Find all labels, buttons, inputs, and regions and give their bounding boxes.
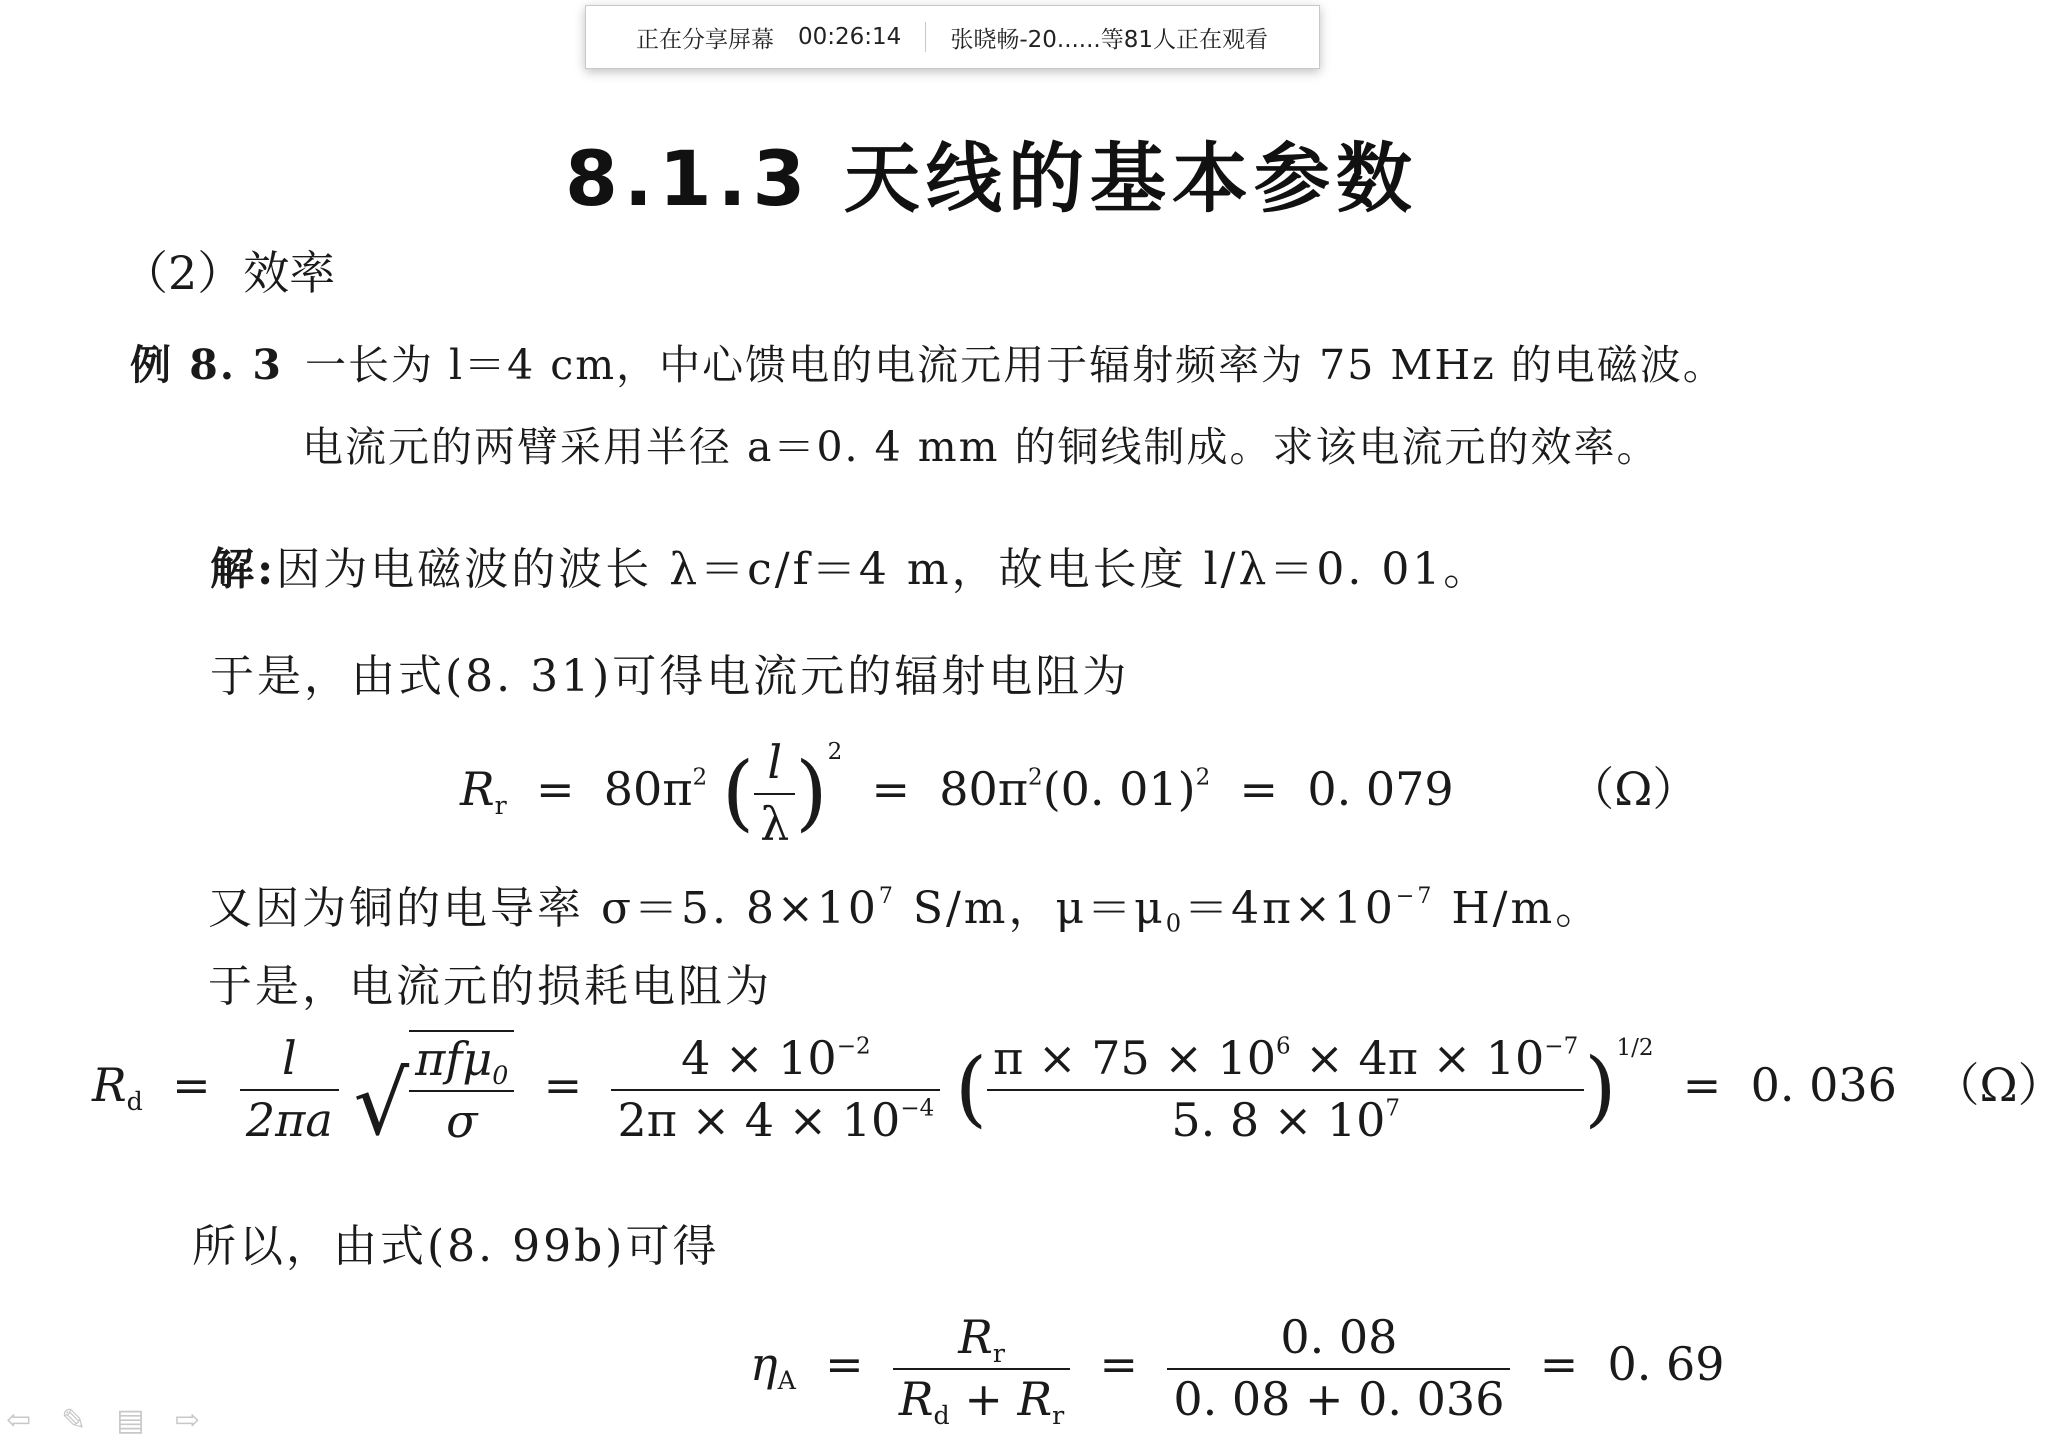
eq-rd-frac3-den: 5. 8 × 10 — [1171, 1093, 1386, 1147]
eq-eta-frac1-den-a: R — [898, 1372, 934, 1426]
eq-rr-unit: （Ω） — [1568, 762, 1699, 816]
rd-intro: 于是，电流元的损耗电阻为 — [208, 961, 772, 1012]
share-divider — [925, 22, 926, 52]
eq-rd-frac2-den: 2π × 4 × 10 — [617, 1093, 901, 1147]
solution-line — [210, 533, 1490, 597]
eq-rd-sqrt-num-sub: 0 — [492, 1060, 509, 1090]
eq-eta-frac1 — [893, 1310, 1070, 1430]
next-arrow-icon[interactable]: ⇨ — [174, 1402, 200, 1438]
eq-rd-unit: （Ω） — [1933, 1058, 2064, 1112]
eq-eta-result: 0. 69 — [1607, 1337, 1725, 1391]
eq-rd-frac3-den-exp: 7 — [1385, 1095, 1401, 1122]
eq-rd-frac2-num: 4 × 10 — [681, 1031, 837, 1085]
eq-eta-frac1-den-a-sub: d — [933, 1400, 950, 1430]
share-timer: 00:26:14 — [798, 24, 902, 50]
eq-rr-lhs-sub: r — [494, 790, 507, 820]
eq-eta-frac2-den: 0. 08 + 0. 036 — [1173, 1372, 1505, 1426]
eq-rd-outer-pow: 1/2 — [1616, 1035, 1654, 1061]
eq-rr-rparen: ) — [795, 743, 828, 841]
eq-eta-lhs-sub: A — [777, 1365, 796, 1395]
eq-rd-frac3-num-exp: 6 — [1276, 1033, 1291, 1060]
eta-intro: 所以，由式(8. 99b)可得 — [192, 1221, 720, 1272]
screen-share-banner — [585, 5, 1320, 69]
mu-sub: 0 — [1165, 909, 1185, 938]
eq-rd-frac3-num-b: × 4π × 10 — [1290, 1031, 1545, 1085]
eq-eta-frac1-den-op: + — [949, 1372, 1018, 1426]
eq-rr-middle-pow: 2 — [1028, 764, 1043, 791]
eq-eta-frac1-num: R — [958, 1310, 993, 1364]
eq-eta-frac1-den-b: R — [1017, 1372, 1053, 1426]
eq-rd-lhs-sub: d — [126, 1086, 143, 1116]
eq-rd-frac3-num-exp2: −7 — [1544, 1033, 1579, 1060]
eq-rr-lparen: ( — [721, 743, 755, 841]
eq-rd-frac3 — [987, 1031, 1584, 1147]
solution-label: 解: — [210, 544, 277, 595]
conductivity-line — [208, 872, 1602, 936]
eq-eta-frac2-num: 0. 08 — [1167, 1310, 1510, 1370]
eq-rd-frac2 — [611, 1031, 940, 1147]
eq-rr-den: λ — [760, 797, 790, 851]
eq-eta-frac2 — [1167, 1310, 1510, 1426]
eq-rd-frac2-den-exp: −4 — [900, 1095, 935, 1122]
eq-eta-equals-2: = — [1099, 1337, 1139, 1391]
pen-icon[interactable]: ✎ — [61, 1402, 87, 1438]
sigma-text: 又因为铜的电导率 σ＝5. 8×10 — [208, 883, 879, 934]
eq-rd-sqrt-den: σ — [446, 1094, 478, 1148]
slide-title: 8.1.3 天线的基本参数 — [565, 134, 1418, 223]
eq-rd-frac1-den: 2πa — [245, 1093, 333, 1147]
mu0-text: ＝4π×10 — [1184, 883, 1396, 934]
eq-rd-sqrt-frac — [409, 1032, 514, 1148]
example-line-2: 电流元的两臂采用半径 a＝0. 4 mm 的铜线制成。求该电流元的效率。 — [302, 423, 1660, 471]
eq-rr-middle-val: (0. 01) — [1042, 762, 1196, 816]
mu-exp: −7 — [1395, 884, 1435, 910]
eq-rd-frac3-num: π × 75 × 10 — [993, 1031, 1277, 1085]
solution-text: 因为电磁波的波长 λ＝c/f＝4 m，故电长度 l/λ＝0. 01。 — [276, 544, 1491, 595]
eq-rr-equals-3: = — [1239, 762, 1279, 816]
eq-rd-equals-2: = — [543, 1058, 583, 1112]
equation-efficiency — [750, 1310, 1725, 1430]
eq-rr-middle-pow2: 2 — [1195, 764, 1211, 791]
eq-rr-coef-pow: 2 — [692, 764, 708, 791]
mu-text: S/m，μ＝μ — [895, 883, 1166, 934]
equation-loss-resistance — [92, 1030, 2064, 1155]
eq-rr-equals: = — [535, 762, 575, 816]
eq-rr-coef: 80π — [603, 762, 693, 816]
mu-unit: H/m。 — [1434, 883, 1603, 934]
eq-eta-frac1-num-sub: r — [992, 1338, 1005, 1368]
slideshow-nav — [0, 1400, 246, 1440]
example-label: 例 8. 3 — [130, 341, 283, 389]
eq-eta-frac1-den-b-sub: r — [1052, 1400, 1065, 1430]
eq-rd-frac1-num: l — [240, 1031, 339, 1091]
example-line-1: 一长为 l＝4 cm，中心馈电的电流元用于辐射频率为 75 MHz 的电磁波。 — [305, 341, 1726, 389]
eq-rd-sqrt-num: πfμ — [415, 1032, 493, 1086]
eq-rr-lhs: R — [460, 762, 495, 816]
rr-intro: 于是，由式(8. 31)可得电流元的辐射电阻为 — [210, 651, 1130, 702]
section-heading: （2）效率 — [122, 246, 336, 300]
eq-rr-num: l — [754, 735, 795, 795]
menu-icon[interactable]: ▤ — [116, 1402, 145, 1438]
eq-rd-rparen: ) — [1584, 1039, 1617, 1137]
eq-rd-result: 0. 036 — [1750, 1058, 1897, 1112]
eq-rd-frac2-num-exp: −2 — [836, 1033, 871, 1060]
share-status: 正在分享屏幕 — [636, 26, 774, 53]
eq-eta-lhs: η — [750, 1337, 778, 1391]
eq-rd-lhs: R — [92, 1058, 127, 1112]
eq-rr-equals-2: = — [871, 762, 911, 816]
eq-rd-sqrt — [353, 1030, 514, 1155]
eq-rr-paren-pow: 2 — [827, 739, 843, 765]
prev-arrow-icon[interactable]: ⇦ — [6, 1402, 32, 1438]
equation-radiation-resistance — [460, 735, 1698, 851]
eq-rr-result: 0. 079 — [1307, 762, 1454, 816]
eq-rr-middle: 80π — [939, 762, 1029, 816]
eq-eta-equals-3: = — [1539, 1337, 1579, 1391]
eq-rd-equals: = — [172, 1058, 211, 1112]
eq-eta-equals: = — [825, 1337, 864, 1391]
eq-rd-frac1 — [240, 1031, 339, 1147]
eq-rd-equals-3: = — [1682, 1058, 1722, 1112]
sigma-exp: 7 — [878, 884, 896, 910]
viewer-count[interactable]: 张晓畅-20......等81人正在观看 — [950, 26, 1269, 53]
eq-rr-fraction — [754, 735, 795, 851]
eq-rd-lparen: ( — [954, 1039, 988, 1137]
sqrt-icon: √ — [353, 1052, 410, 1155]
